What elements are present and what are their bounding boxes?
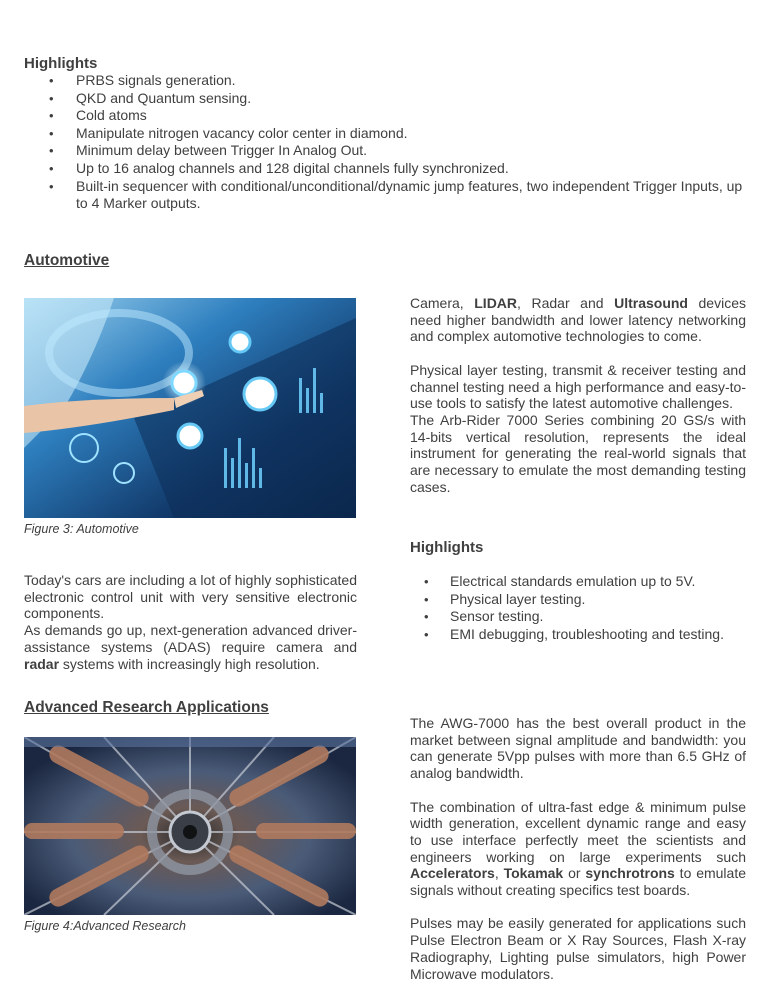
automotive-highlights-list bbox=[410, 573, 746, 643]
research-figure-caption: Figure 4:Advanced Research bbox=[24, 919, 186, 933]
text-span: synchrotrons bbox=[585, 865, 675, 882]
list-item: • Manipulate nitrogen vacancy color center in diamond. bbox=[24, 125, 746, 143]
list-item: • QKD and Quantum sensing. bbox=[24, 90, 746, 108]
list-item: • Cold atoms bbox=[24, 107, 746, 125]
list-item: • Up to 16 analog channels and 128 digital channels fully synchronized. bbox=[24, 160, 746, 178]
text-span: or bbox=[563, 865, 586, 882]
text-span: devices need higher bandwidth and lower latency networking and complex automotive technologies to come. bbox=[410, 295, 746, 345]
automotive-image bbox=[24, 298, 356, 518]
list-item: • PRBS signals generation. bbox=[24, 72, 746, 90]
text-span: The combination of ultra-fast edge & minimum pulse width generation, excellent dynamic range and easy to use interface perfectly meet the scientists and engineers working on large experiments such bbox=[410, 798, 746, 865]
list-item: • Physical layer testing. bbox=[410, 591, 746, 609]
list-item: • Minimum delay between Trigger In Analog Out. bbox=[24, 142, 746, 160]
automotive-section-title: Automotive bbox=[24, 252, 110, 269]
text-span: Camera, bbox=[410, 295, 475, 311]
automotive-left-text bbox=[24, 572, 357, 672]
research-paragraph-1: The AWG-7000 has the best overall product in the market between signal amplitude and bandwidth: you can generate 5Vpp pulses with more than 6.5 GHz of analog bandwidth. bbox=[410, 715, 746, 782]
text-span: Tokamak bbox=[503, 865, 564, 882]
research-image bbox=[24, 737, 356, 915]
text-span: , bbox=[494, 865, 504, 882]
text-span: Ultrasound bbox=[614, 295, 688, 311]
text-span: , Radar and bbox=[517, 295, 615, 311]
text-span: systems with increasingly high resolution. bbox=[59, 655, 320, 672]
text-span: As demands go up, next-generation advanced driver-assistance systems (ADAS) require camera and bbox=[24, 622, 357, 655]
automotive-highlights-heading: Highlights bbox=[410, 539, 484, 556]
list-item: • EMI debugging, troubleshooting and testing. bbox=[410, 626, 746, 644]
text-span: Accelerators bbox=[410, 865, 495, 882]
research-section-title: Advanced Research Applications bbox=[24, 699, 269, 716]
research-paragraph-2 bbox=[410, 799, 746, 899]
research-paragraph-3: Pulses may be easily generated for applications such Pulse Electron Beam or X Ray Sources, Flash X-ray Radiography, Lighting pulse simulators, high Power Microwave modulators. bbox=[410, 915, 746, 982]
text-span: to emulate signals without creating specifics test boards. bbox=[410, 865, 747, 899]
list-item: • Electrical standards emulation up to 5V. bbox=[410, 573, 746, 591]
list-item: • Sensor testing. bbox=[410, 608, 746, 626]
automotive-paragraph-2: Physical layer testing, transmit & receiver testing and channel testing need a high performance and easy-to-use tools to satisfy the latest automotive challenges. bbox=[410, 361, 746, 412]
automotive-paragraph-3: The Arb-Rider 7000 Series combining 20 GS/s with 14-bits vertical resolution, represents the ideal instrument for generating the real-world signals that are necessary to emulate the most demanding testing cases. bbox=[410, 411, 746, 495]
automotive-paragraph-1 bbox=[410, 295, 746, 345]
automotive-figure-caption: Figure 3: Automotive bbox=[24, 522, 139, 536]
highlights-list bbox=[24, 72, 746, 213]
automotive-left-paragraph-2 bbox=[24, 622, 357, 672]
automotive-left-paragraph-1: Today's cars are including a lot of highly sophisticated electronic control unit with very sensitive electronic components. bbox=[24, 572, 357, 622]
research-right-text bbox=[410, 715, 746, 982]
highlights-heading: Highlights bbox=[24, 55, 98, 72]
text-span: radar bbox=[24, 655, 60, 672]
list-item: • Built-in sequencer with conditional/unconditional/dynamic jump features, two independent Trigger Inputs, up to 4 Marker outputs. bbox=[24, 178, 746, 213]
automotive-right-text bbox=[410, 295, 746, 495]
text-span: LIDAR bbox=[474, 295, 518, 311]
